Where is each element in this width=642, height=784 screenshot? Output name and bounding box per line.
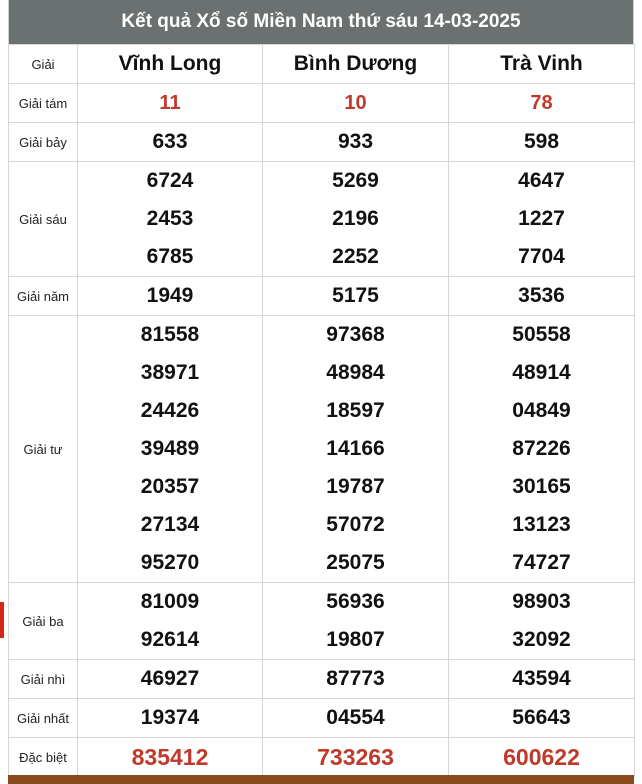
prize-row-giai-tam (9, 84, 635, 123)
prize-number: 14166 (326, 437, 385, 460)
prize-number: 2196 (332, 207, 379, 230)
prize-label: Giải năm (9, 277, 78, 316)
prize-number: 10 (344, 92, 367, 114)
results-table (8, 44, 635, 777)
prize-cell (449, 583, 635, 660)
prize-row-giai-sau (9, 162, 635, 277)
header-row (9, 45, 635, 84)
results-table-wrap (8, 0, 634, 777)
prize-number: 50558 (512, 323, 571, 346)
prize-number: 4647 (518, 169, 565, 192)
side-marker (0, 602, 4, 638)
page-title: Kết quả Xổ số Miền Nam thứ sáu 14-03-2025 (8, 0, 634, 44)
prize-cell (78, 162, 263, 277)
prize-number: 20357 (140, 475, 200, 498)
prize-cell (263, 84, 449, 123)
province-binh-duong[interactable]: Bình Dương (263, 45, 449, 84)
header-label: Giải (9, 45, 78, 84)
prize-number: 81558 (140, 323, 200, 346)
prize-number: 81009 (140, 590, 200, 613)
prize-label: Giải sáu (9, 162, 78, 277)
prize-cell (263, 277, 449, 316)
prize-cell (263, 738, 449, 777)
prize-number: 5269 (332, 169, 379, 192)
province-tra-vinh[interactable]: Trà Vinh (449, 45, 635, 84)
prize-label: Giải tám (9, 84, 78, 123)
prize-number: 5175 (332, 284, 379, 307)
prize-number: 38971 (140, 361, 200, 384)
prize-cell (78, 84, 263, 123)
prize-number: 39489 (140, 437, 200, 460)
prize-number: 92614 (140, 628, 200, 651)
prize-number: 600622 (503, 744, 580, 770)
prize-number: 56936 (326, 590, 385, 613)
prize-number: 13123 (512, 513, 571, 536)
prize-cell (449, 660, 635, 699)
prize-number: 48984 (326, 361, 385, 384)
prize-row-giai-nhat (9, 699, 635, 738)
prize-number: 46927 (140, 667, 200, 690)
prize-number: 04849 (512, 399, 571, 422)
prize-cell (449, 84, 635, 123)
prize-number: 24426 (140, 399, 200, 422)
prize-label: Giải ba (9, 583, 78, 660)
bottom-bar (8, 775, 634, 784)
prize-number: 95270 (140, 551, 200, 574)
prize-number: 97368 (326, 323, 385, 346)
prize-cell (78, 583, 263, 660)
prize-number: 19807 (326, 628, 385, 651)
prize-label: Giải bảy (9, 123, 78, 162)
prize-cell (78, 316, 263, 583)
prize-cell (449, 162, 635, 277)
prize-number: 3536 (518, 284, 565, 307)
prize-cell (78, 277, 263, 316)
prize-number: 87226 (512, 437, 571, 460)
prize-cell (78, 123, 263, 162)
prize-number: 30165 (512, 475, 571, 498)
prize-row-giai-bay (9, 123, 635, 162)
prize-row-giai-nhi (9, 660, 635, 699)
prize-cell (78, 660, 263, 699)
prize-number: 04554 (326, 706, 385, 729)
prize-row-dac-biet (9, 738, 635, 777)
prize-number: 78 (530, 92, 553, 114)
prize-cell (263, 162, 449, 277)
prize-number: 933 (337, 130, 374, 153)
prize-number: 57072 (326, 513, 385, 536)
prize-number: 2453 (146, 207, 194, 230)
prize-number: 27134 (140, 513, 200, 536)
prize-number: 1949 (146, 284, 194, 307)
prize-number: 633 (152, 130, 188, 153)
prize-number: 11 (159, 92, 181, 114)
prize-label: Đặc biệt (9, 738, 78, 777)
prize-number: 598 (523, 130, 560, 153)
prize-label: Giải nhì (9, 660, 78, 699)
prize-label: Giải nhất (9, 699, 78, 738)
prize-cell (449, 738, 635, 777)
prize-cell (263, 123, 449, 162)
prize-cell (263, 699, 449, 738)
prize-cell (263, 316, 449, 583)
prize-number: 74727 (512, 551, 571, 574)
prize-number: 25075 (326, 551, 385, 574)
province-vinh-long[interactable]: Vĩnh Long (78, 45, 263, 84)
prize-number: 2252 (332, 245, 379, 268)
prize-row-giai-tu (9, 316, 635, 583)
prize-cell (449, 123, 635, 162)
prize-number: 18597 (326, 399, 385, 422)
prize-cell (78, 699, 263, 738)
prize-number: 56643 (512, 706, 571, 729)
prize-row-giai-ba (9, 583, 635, 660)
prize-cell (449, 316, 635, 583)
prize-number: 733263 (317, 744, 394, 770)
prize-number: 43594 (512, 667, 571, 690)
prize-number: 87773 (326, 667, 385, 690)
prize-number: 7704 (518, 245, 565, 268)
prize-number: 98903 (512, 590, 571, 613)
prize-number: 6724 (146, 169, 194, 192)
prize-number: 19374 (140, 706, 200, 729)
prize-number: 32092 (512, 628, 571, 651)
prize-cell (449, 699, 635, 738)
prize-number: 48914 (512, 361, 571, 384)
prize-number: 19787 (326, 475, 385, 498)
prize-number: 6785 (146, 245, 194, 268)
prize-number: 1227 (518, 207, 565, 230)
prize-label: Giải tư (9, 316, 78, 583)
prize-cell (263, 660, 449, 699)
prize-cell (449, 277, 635, 316)
prize-number: 835412 (131, 744, 209, 770)
prize-row-giai-nam (9, 277, 635, 316)
prize-cell (263, 583, 449, 660)
prize-cell (78, 738, 263, 777)
